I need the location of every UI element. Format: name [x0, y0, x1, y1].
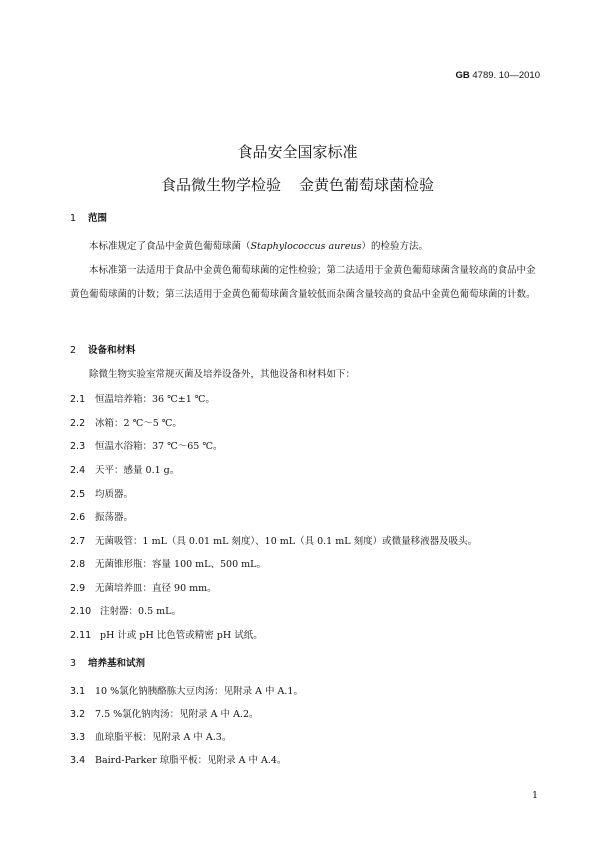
list-item: 2.9 无菌培养皿：直径 90 mm。	[70, 583, 217, 594]
section-number: 3	[70, 658, 77, 669]
scope-paragraph-1: 本标准规定了食品中金黄色葡萄球菌（Staphylococcus aureus）的检验方法。	[89, 241, 428, 252]
section-number: 1	[70, 213, 77, 224]
section-heading-scope	[70, 210, 107, 224]
list-item: 2.4 天平：感量 0.1 g。	[70, 465, 180, 476]
section-title: 设备和材料	[88, 345, 136, 356]
section-title: 范围	[88, 213, 108, 224]
list-item: 3.2 7.5 %氯化钠肉汤：见附录 A 中 A.2。	[70, 709, 259, 720]
list-item: 2.7 无菌吸管：1 mL（具 0.01 mL 刻度）、10 mL（具 0.1 mL 刻度）或微量移液器及吸头。	[70, 536, 478, 547]
section-heading-media	[70, 655, 145, 669]
document-subtitle	[0, 174, 595, 195]
list-item: 2.8 无菌锥形瓶：容量 100 mL、500 mL。	[70, 559, 266, 570]
section-heading-equipment	[70, 342, 136, 356]
subtitle-part-2: 金黄色葡萄球菌检验	[299, 176, 435, 194]
section-title: 培养基和试剂	[88, 658, 146, 669]
list-item: 2.10 注射器：0.5 mL。	[70, 606, 181, 617]
page-number: 1	[531, 790, 538, 801]
equipment-intro: 除微生物实验室常规灭菌及培养设备外，其他设备和材料如下：	[89, 369, 356, 380]
subtitle-part-1: 食品微生物学检验	[160, 176, 281, 194]
list-item: 2.1 恒温培养箱：36 ℃±1 ℃。	[70, 394, 215, 405]
list-item: 2.3 恒温水浴箱：37 ℃～65 ℃。	[70, 441, 223, 452]
list-item: 2.11 pH 计或 pH 比色管或精密 pH 试纸。	[70, 630, 263, 641]
standard-prefix: GB	[455, 70, 470, 81]
list-item: 3.4 Baird-Parker 琼脂平板：见附录 A 中 A.4。	[70, 755, 287, 766]
standard-code: 4789. 10—2010	[469, 70, 540, 81]
document-title: 食品安全国家标准	[237, 143, 358, 161]
list-item: 2.5 均质器。	[70, 489, 134, 500]
list-item: 2.2 冰箱：2 ℃～5 ℃。	[70, 418, 182, 429]
standard-number	[455, 70, 540, 81]
list-item: 3.1 10 %氯化钠胰酪胨大豆肉汤：见附录 A 中 A.1。	[70, 686, 303, 697]
section-number: 2	[70, 345, 77, 356]
scope-paragraph-2: 本标准第一法适用于食品中金黄色葡萄球菌的定性检验；第二法适用于金黄色葡萄球菌含量较高的食品中金黄色葡萄球菌的计数；第三法适用于金黄色葡萄球菌含量较低而杂菌含量较高的食品中金黄色葡萄球菌的计数。	[70, 265, 536, 300]
list-item: 2.6 振荡器。	[70, 512, 134, 523]
list-item: 3.3 血琼脂平板：见附录 A 中 A.3。	[70, 732, 232, 743]
species-name: Staphylococcus aureus	[250, 241, 362, 252]
